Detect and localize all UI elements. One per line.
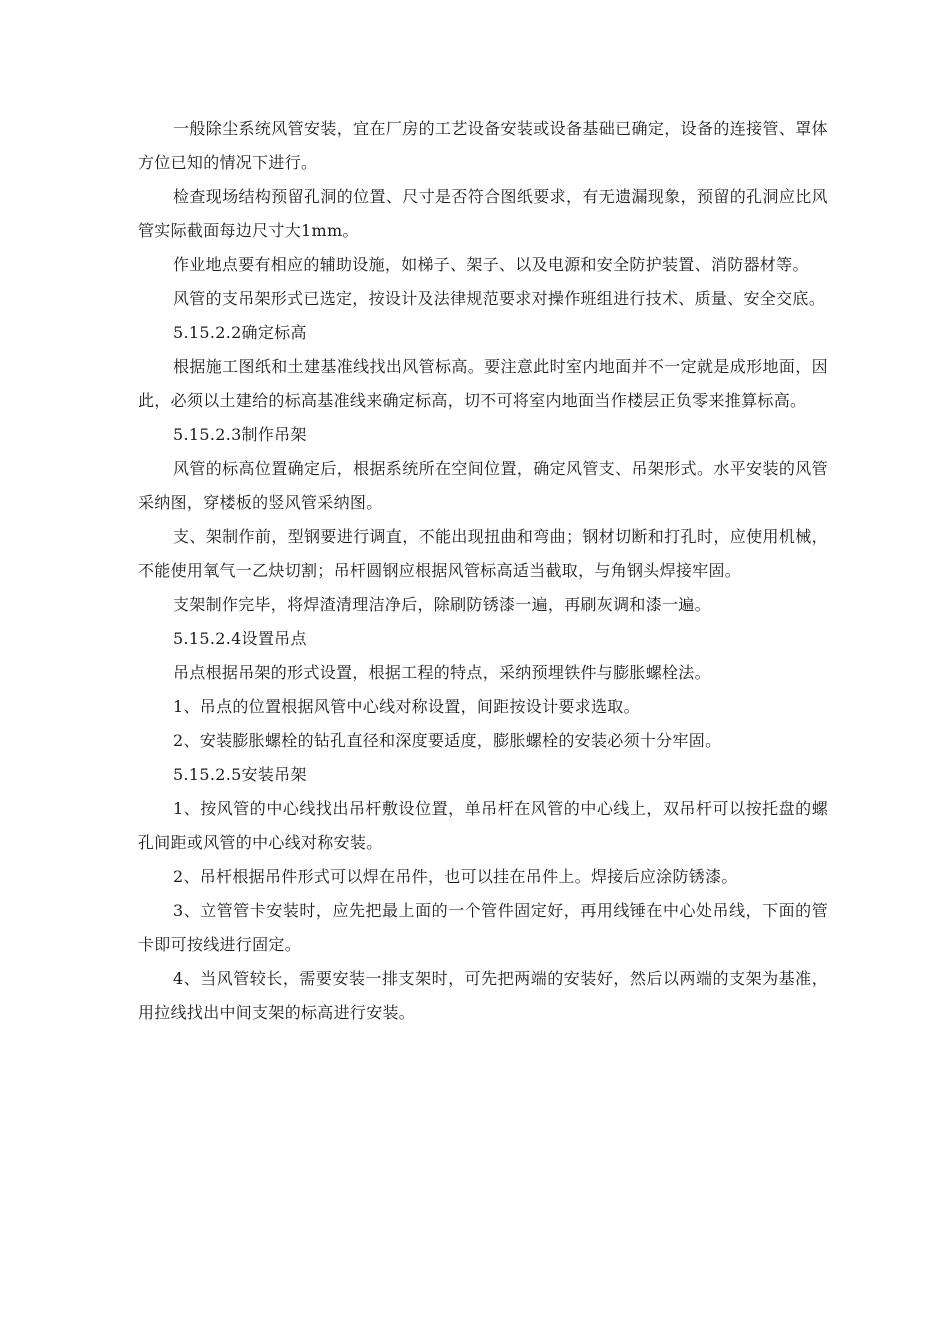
- paragraph: 作业地点要有相应的辅助设施，如梯子、架子、以及电源和安全防护装置、消防器材等。: [173, 255, 809, 274]
- paragraph: 吊点根据吊架的形式设置，根据工程的特点，采纳预埋铁件与膨胀螺栓法。: [173, 663, 711, 682]
- paragraph: 3、立管管卡安装时，应先把最上面的一个管件固定好，再用线锤在中心处吊线，下面的管卡即可按线进行固定。: [138, 901, 828, 954]
- paragraph: 2、安装膨胀螺栓的钻孔直径和深度要适度，膨胀螺栓的安装必须十分牢固。: [173, 731, 722, 750]
- section-heading: 5.15.2.3制作吊架: [173, 425, 307, 444]
- section-heading: 5.15.2.4设置吊点: [173, 629, 307, 648]
- paragraph: 检查现场结构预留孔洞的位置、尺寸是否符合图纸要求，有无遗漏现象，预留的孔洞应比风管实际截面每边尺寸大1mm。: [138, 187, 828, 240]
- paragraph: 支、架制作前，型钢要进行调直，不能出现扭曲和弯曲；钢材切断和打孔时，应使用机械，不能使用氧气一乙炔切割；吊杆圆钢应根据风管标高适当截取，与角钢头焊接牢固。: [138, 527, 828, 580]
- paragraph: 风管的支吊架形式已选定，按设计及法律规范要求对操作班组进行技术、质量、安全交底。: [173, 289, 826, 308]
- paragraph: 1、按风管的中心线找出吊杆敷设位置，单吊杆在风管的中心线上，双吊杆可以按托盘的螺孔间距或风管的中心线对称安装。: [138, 799, 828, 852]
- section-heading: 5.15.2.2确定标高: [173, 323, 307, 342]
- paragraph: 一般除尘系统风管安装，宜在厂房的工艺设备安装或设备基础已确定，设备的连接管、罩体方位已知的情况下进行。: [138, 119, 828, 172]
- paragraph: 风管的标高位置确定后，根据系统所在空间位置，确定风管支、吊架形式。水平安装的风管采纳图，穿楼板的竖风管采纳图。: [138, 459, 828, 512]
- paragraph: 支架制作完毕，将焊渣清理洁净后，除刷防锈漆一遍，再刷灰调和漆一遍。: [173, 595, 711, 614]
- section-heading: 5.15.2.5安装吊架: [173, 765, 307, 784]
- paragraph: 根据施工图纸和土建基准线找出风管标高。要注意此时室内地面并不一定就是成形地面，因此，必须以土建给的标高基准线来确定标高，切不可将室内地面当作楼层正负零来推算标高。: [138, 357, 828, 410]
- paragraph: 4、当风管较长，需要安装一排支架时，可先把两端的安装好，然后以两端的支架为基准，用拉线找出中间支架的标高进行安装。: [138, 969, 828, 1022]
- document-page: [138, 112, 828, 1030]
- paragraph: 1、吊点的位置根据风管中心线对称设置，间距按设计要求选取。: [173, 697, 640, 716]
- paragraph: 2、吊杆根据吊件形式可以焊在吊件，也可以挂在吊件上。焊接后应涂防锈漆。: [173, 867, 738, 886]
